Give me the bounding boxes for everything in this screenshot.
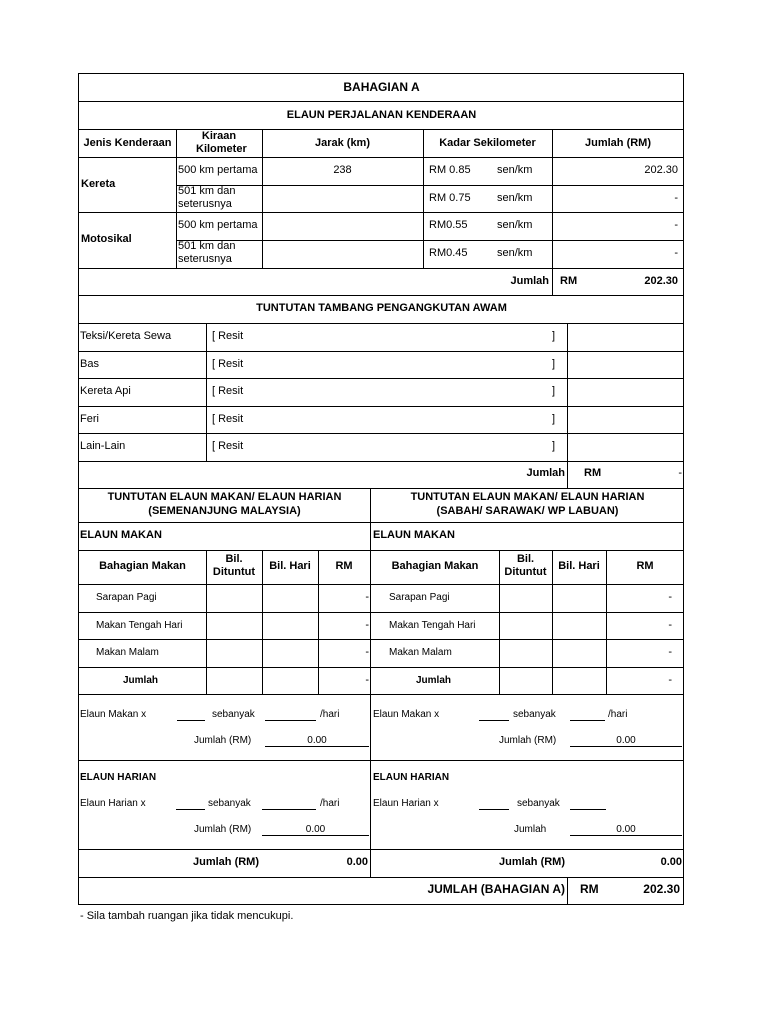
right-col-bahagian: Bahagian Makan <box>391 560 479 572</box>
public-label-kereta-api: Kereta Api <box>80 385 131 397</box>
rule <box>79 488 684 489</box>
public-total-value: - <box>678 467 682 479</box>
left-elaun-makan-label: ELAUN MAKAN <box>80 529 162 541</box>
motosikal-amount-1: - <box>674 219 678 231</box>
right-meal-subheading: (SABAH/ SARAWAK/ WP LABUAN) <box>436 505 619 517</box>
rule <box>265 746 369 747</box>
public-resit-close: ] <box>552 330 556 342</box>
rule <box>79 406 684 407</box>
kereta-range-1: 500 km pertama <box>178 164 258 176</box>
left-harian-x: Elaun Harian x <box>80 798 146 809</box>
right-makan-rate-field[interactable] <box>570 720 605 721</box>
left-meal-total-value: 0.00 <box>346 856 368 868</box>
kereta-amount-2: - <box>674 192 678 204</box>
rule <box>570 835 682 836</box>
right-makan-hari: /hari <box>608 709 628 720</box>
right-makan-x: Elaun Makan x <box>373 709 440 720</box>
rule <box>79 101 684 102</box>
right-tengah-hari: Makan Tengah Hari <box>389 620 476 631</box>
left-tengah-hari: Makan Tengah Hari <box>96 620 183 631</box>
left-harian-qty-field[interactable] <box>176 809 205 810</box>
right-makan-qty-field[interactable] <box>479 720 509 721</box>
left-sarapan: Sarapan Pagi <box>96 592 157 603</box>
kereta-unit-1: sen/km <box>497 164 533 176</box>
right-malam-rm: - <box>668 646 672 658</box>
rule <box>79 461 684 462</box>
left-makan-qty-field[interactable] <box>177 720 205 721</box>
left-malam-rm: - <box>365 646 369 658</box>
left-meal-jumlah-rm: - <box>365 674 369 686</box>
col-jarak: Jarak (km) <box>314 137 371 149</box>
left-col-bil: Bil. Dituntut <box>212 553 256 578</box>
left-harian-jumlah-value: 0.00 <box>305 824 326 835</box>
right-sarapan: Sarapan Pagi <box>389 592 450 603</box>
rule <box>79 129 684 130</box>
public-heading: TUNTUTAN TAMBANG PENGANGKUTAN AWAM <box>256 302 507 314</box>
col-jenis-kenderaan: Jenis Kenderaan <box>83 137 172 149</box>
right-harian-sebanyak: sebanyak <box>517 798 560 809</box>
rule <box>206 323 207 461</box>
kereta-amount-1: 202.30 <box>644 164 678 176</box>
left-makan-rate-field[interactable] <box>265 720 316 721</box>
right-sarapan-rm: - <box>668 591 672 603</box>
left-elaun-harian-label: ELAUN HARIAN <box>80 772 157 783</box>
right-col-bil: Bil. Dituntut <box>504 553 547 578</box>
col-jumlah: Jumlah (RM) <box>585 137 651 149</box>
right-malam: Makan Malam <box>389 647 452 658</box>
footnote: - Sila tambah ruangan jika tidak mencukupi. <box>80 910 294 922</box>
left-meal-heading: TUNTUTAN ELAUN MAKAN/ ELAUN HARIAN <box>107 491 342 503</box>
kereta-rate-2: RM 0.75 <box>429 192 471 204</box>
kereta-rate-1: RM 0.85 <box>429 164 471 176</box>
rule <box>262 835 369 836</box>
motosikal-rate-1: RM0.55 <box>429 219 468 231</box>
public-label-feri: Feri <box>80 413 99 425</box>
rule <box>79 268 684 269</box>
right-makan-jumlah-label: Jumlah (RM) <box>499 735 557 746</box>
vehicle-total-label: Jumlah <box>510 275 549 287</box>
public-total-currency: RM <box>584 467 602 479</box>
left-malam: Makan Malam <box>96 647 159 658</box>
rule <box>79 639 684 640</box>
rule <box>567 877 568 905</box>
motosikal-label: Motosikal <box>81 233 132 245</box>
motosikal-range-2: 501 km dan seterusnya <box>178 240 236 265</box>
rule <box>79 849 684 850</box>
rule <box>79 323 684 324</box>
public-resit[interactable]: [ Resit <box>212 330 244 342</box>
left-makan-jumlah-label: Jumlah (RM) <box>194 735 252 746</box>
kereta-unit-2: sen/km <box>497 192 533 204</box>
kereta-jarak-1[interactable]: 238 <box>333 164 352 176</box>
right-makan-jumlah-value: 0.00 <box>616 735 636 746</box>
rule <box>79 351 684 352</box>
motosikal-range-1: 500 km pertama <box>178 219 258 231</box>
left-meal-jumlah: Jumlah <box>123 675 159 686</box>
right-meal-total-label: Jumlah (RM) <box>499 856 565 868</box>
left-makan-jumlah-value: 0.00 <box>307 735 327 746</box>
right-harian-jumlah-value: 0.00 <box>616 824 636 835</box>
public-total-label: Jumlah <box>526 467 565 479</box>
right-col-rm: RM <box>636 560 654 572</box>
rule <box>79 550 684 551</box>
left-meal-total-label: Jumlah (RM) <box>193 856 259 868</box>
public-resit-close: ] <box>552 413 556 425</box>
left-meal-subheading: (SEMENANJUNG MALAYSIA) <box>148 505 301 517</box>
motosikal-unit-1: sen/km <box>497 219 533 231</box>
left-tengah-hari-rm: - <box>365 619 369 631</box>
left-makan-x: Elaun Makan x <box>80 709 147 720</box>
public-resit[interactable]: [ Resit <box>212 385 244 397</box>
public-label-lain-lain: Lain-Lain <box>80 440 126 452</box>
right-harian-x: Elaun Harian x <box>373 798 439 809</box>
section-title: BAHAGIAN A <box>343 80 420 94</box>
vehicle-total-currency: RM <box>560 275 578 287</box>
rule <box>79 667 684 668</box>
right-harian-qty-field[interactable] <box>479 809 509 810</box>
right-elaun-harian-label: ELAUN HARIAN <box>373 772 450 783</box>
kereta-range-2: 501 km dan seterusnya <box>178 185 236 210</box>
rule <box>79 157 684 158</box>
left-makan-sebanyak: sebanyak <box>212 709 255 720</box>
left-harian-sebanyak: sebanyak <box>208 798 251 809</box>
rule <box>79 612 684 613</box>
public-resit[interactable]: [ Resit <box>212 413 244 425</box>
left-col-hari: Bil. Hari <box>269 560 311 572</box>
claim-form-bahagian-a <box>78 73 684 905</box>
rule <box>79 378 684 379</box>
public-resit-close: ] <box>552 385 556 397</box>
public-resit-close: ] <box>552 440 556 452</box>
col-kadar: Kadar Sekilometer <box>439 137 536 149</box>
rule <box>567 323 568 488</box>
grand-total-value: 202.30 <box>643 882 680 896</box>
left-harian-hari: /hari <box>320 798 340 809</box>
rule <box>370 488 371 877</box>
left-harian-jumlah-label: Jumlah (RM) <box>194 824 252 835</box>
rule <box>570 746 682 747</box>
vehicle-total-value: 202.30 <box>644 275 678 287</box>
left-col-rm: RM <box>335 560 353 572</box>
grand-total-label: JUMLAH (BAHAGIAN A) <box>427 882 565 896</box>
rule <box>79 212 684 213</box>
rule <box>79 760 684 761</box>
public-resit[interactable]: [ Resit <box>212 440 244 452</box>
rule <box>79 584 684 585</box>
public-label-teksi: Teksi/Kereta Sewa <box>80 330 172 342</box>
left-sarapan-rm: - <box>365 591 369 603</box>
vehicle-heading: ELAUN PERJALANAN KENDERAAN <box>286 109 477 121</box>
right-meal-total-value: 0.00 <box>660 856 682 868</box>
col-kiraan-kilometer: Kiraan Kilometer <box>196 130 247 155</box>
right-makan-sebanyak: sebanyak <box>513 709 556 720</box>
public-resit[interactable]: [ Resit <box>212 358 244 370</box>
right-harian-jumlah-label: Jumlah <box>514 824 547 835</box>
grand-total-currency: RM <box>580 882 599 896</box>
left-makan-hari: /hari <box>320 709 340 720</box>
right-elaun-makan-label: ELAUN MAKAN <box>373 529 455 541</box>
right-harian-rate-field[interactable] <box>570 809 606 810</box>
kereta-label: Kereta <box>81 178 116 190</box>
right-meal-heading: TUNTUTAN ELAUN MAKAN/ ELAUN HARIAN <box>410 491 645 503</box>
public-label-bas: Bas <box>80 358 99 370</box>
right-meal-jumlah-rm: - <box>668 674 672 686</box>
left-harian-rate-field[interactable] <box>262 809 316 810</box>
left-col-bahagian: Bahagian Makan <box>99 560 186 572</box>
public-resit-close: ] <box>552 358 556 370</box>
rule <box>79 522 684 523</box>
right-meal-jumlah: Jumlah <box>416 675 452 686</box>
rule <box>79 694 684 695</box>
rule <box>552 129 553 295</box>
motosikal-unit-2: sen/km <box>497 247 533 259</box>
right-col-hari: Bil. Hari <box>558 560 600 572</box>
motosikal-amount-2: - <box>674 247 678 259</box>
rule <box>79 295 684 296</box>
motosikal-rate-2: RM0.45 <box>429 247 468 259</box>
right-tengah-hari-rm: - <box>668 619 672 631</box>
rule <box>79 433 684 434</box>
rule <box>79 877 684 878</box>
